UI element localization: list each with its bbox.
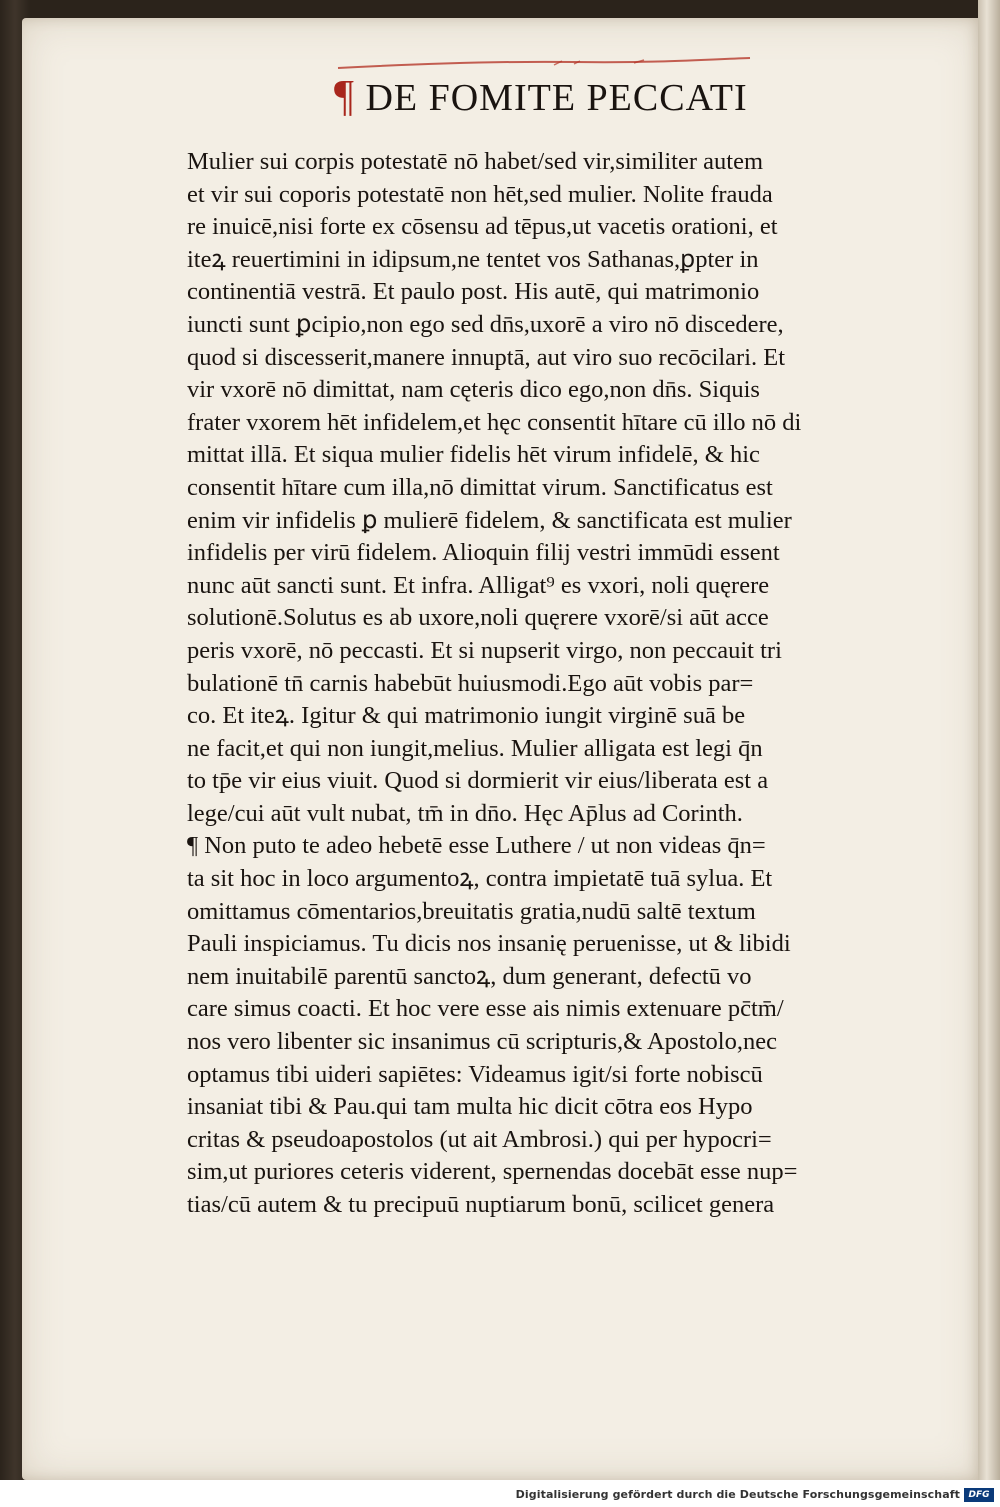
text-line: to tp̄e vir eius viuit. Quod si dormierit vir eius/liberata est a xyxy=(187,767,769,795)
text-line: ne facit,et qui non iungit,melius. Mulier alligata est legi q̄n xyxy=(187,734,763,762)
footer-strip xyxy=(0,1480,1000,1507)
text-line: enim vir infidelis ꝑ mulierē fidelem, & sanctificata est mulier xyxy=(187,506,792,534)
page-edge xyxy=(978,0,1000,1480)
heading-title: DE FOMITE PECCATI xyxy=(365,77,748,119)
text-line: Mulier sui corpis potestatē nō habet/sed vir,similiter autem xyxy=(187,148,764,175)
text-line: frater vxorem hēt infidelem,et hęc consentit hītare cū illo nō di xyxy=(187,408,802,436)
dfg-logo: DFG xyxy=(964,1488,994,1502)
text-line: peris vxorē, nō peccasti. Et si nupserit virgo, non peccauit tri xyxy=(187,636,782,664)
text-line: sim,ut puriores ceteris viderent, spernendas docebāt esse nup= xyxy=(187,1158,798,1186)
text-line: care simus coacti. Et hoc vere esse ais nimis extenuare pc̄tm̄/ xyxy=(187,995,784,1023)
book-page xyxy=(22,18,982,1480)
text-line: quod si discesserit,manere innuptā, aut viro suo recōcilari. Et xyxy=(187,343,786,371)
text-line: vir vxorē nō dimittat, nam cęteris dico ego,non dn̄s. Siquis xyxy=(187,376,760,404)
text-line: critas & pseudoapostolos (ut ait Ambrosi.) qui per hypocri= xyxy=(187,1125,772,1153)
chapter-heading xyxy=(334,70,834,118)
text-line: consentit hītare cum illa,nō dimittat virum. Sanctificatus est xyxy=(187,473,773,501)
text-line: ¶ Non puto te adeo hebetē esse Luthere / ut non videas q̄n= xyxy=(187,832,766,860)
text-line: iuncti sunt ꝑcipio,non ego sed dn̄s,uxorē a viro nō discedere, xyxy=(187,310,784,338)
text-line: continentiā vestrā. Et paulo post. His autē, qui matrimonio xyxy=(187,278,760,306)
text-line: infidelis per virū fidelem. Alioquin filij vestri immūdi essent xyxy=(187,539,780,567)
text-line: iteꝝ reuertimini in idipsum,ne tentet vos Sathanas,ꝑpter in xyxy=(187,245,759,273)
funding-credit: Digitalisierung gefördert durch die Deutsche Forschungsgemeinschaft xyxy=(515,1488,960,1501)
text-line: omittamus cōmentarios,breuitatis gratia,nudū saltē textum xyxy=(187,897,756,925)
text-line: re inuicē,nisi forte ex cōsensu ad tēpus,ut vacetis orationi, et xyxy=(187,213,778,241)
text-line: tias/cū autem & tu precipuū nuptiarum bonū, scilicet genera xyxy=(187,1191,775,1218)
text-line: mittat illā. Et siqua mulier fidelis hēt virum infidelē, & hic xyxy=(187,441,760,469)
text-line: optamus tibi uideri sapiētes: Videamus igit/si forte nobiscū xyxy=(187,1060,763,1088)
text-line: co. Et iteꝝ. Igitur & qui matrimonio iungit virginē suā be xyxy=(187,702,746,730)
body-text xyxy=(187,146,957,1222)
paragraph-mark-icon: ¶ xyxy=(334,71,355,120)
text-line: bulationē tn̄ carnis habebūt huiusmodi.Ego aūt vobis par= xyxy=(187,669,754,697)
text-line: Pauli inspiciamus. Tu dicis nos insanię peruenisse, ut & libidi xyxy=(187,930,791,958)
text-line: solutionē.Solutus es ab uxore,noli quęrere vxorē/si aūt acce xyxy=(187,604,769,632)
text-line: nem inuitabilē parentū sanctoꝝ, dum generant, defectū vo xyxy=(187,962,752,990)
text-line: nunc aūt sancti sunt. Et infra. Alligat⁹ es vxori, noli quęrere xyxy=(187,571,770,599)
text-line: insaniat tibi & Pau.qui tam multa hic dicit cōtra eos Hypo xyxy=(187,1093,753,1121)
text-line: nos vero libenter sic insanimus cū scripturis,& Apostolo,nec xyxy=(187,1028,777,1056)
text-line: ta sit hoc in loco argumentoꝝ, contra impietatē tuā sylua. Et xyxy=(187,865,773,893)
text-line: lege/cui aūt vult nubat, tm̄ in dn̄o. Hęc Ap̄lus ad Corinth. xyxy=(187,799,743,827)
text-line: et vir sui coporis potestatē non hēt,sed mulier. Nolite frauda xyxy=(187,180,773,208)
